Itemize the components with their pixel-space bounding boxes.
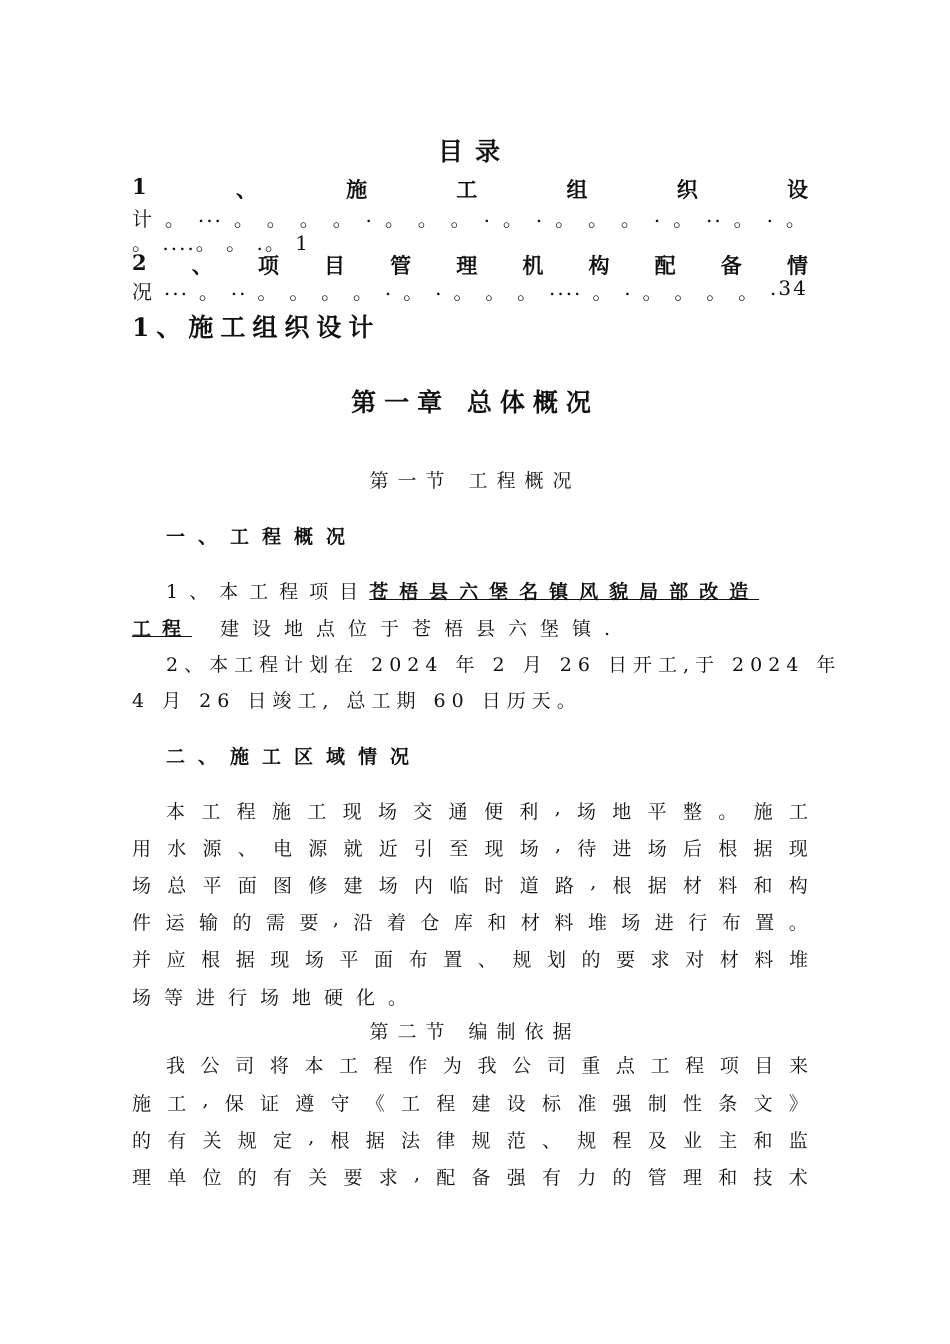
text-glyph: , [414,1163,421,1185]
text-glyph: 根 [612,875,632,897]
text-glyph: 组 [566,177,588,202]
text-glyph: , [554,797,561,819]
text-glyph: 。 [450,207,473,231]
text-glyph: 施 [753,801,773,823]
text-glyph: 关 [308,1167,328,1189]
text-glyph: 堆 [788,949,808,971]
text-glyph: 库 [453,912,473,934]
text-glyph: 和 [753,1130,773,1152]
text-glyph: 有 [542,1167,562,1189]
text-glyph: 2 [132,250,147,275]
text-glyph: 。 [587,207,610,231]
text-glyph: 程 [373,1055,393,1077]
text-glyph: 施 [271,801,291,823]
text-glyph: 置 [755,912,775,934]
text-glyph: 据 [365,1130,385,1152]
text-glyph: 后 [683,838,703,860]
text-glyph: 现 [484,838,504,860]
text-glyph: 配 [436,1167,456,1189]
text-glyph: 1 [132,174,147,199]
text-glyph: 我 [477,1055,497,1077]
text-glyph: 设 [506,1093,526,1115]
text-glyph: 和 [487,912,507,934]
text-glyph: . [535,203,545,227]
text-glyph: 平 [339,949,359,971]
chapter-title: 第一章 总体概况 [351,388,599,417]
text-glyph: 有 [167,1130,187,1152]
text-glyph: 根 [201,949,221,971]
text-glyph: 场 [304,949,324,971]
text-glyph: . [766,203,775,227]
text-glyph: 。 [673,207,696,231]
paragraph-2-line-1: 2、本工程计划在 2024 年 2 月 26 日开工,于 2024 年 [166,654,842,676]
paragraph-3-line-3 [132,871,808,898]
text-glyph: 。 [502,207,525,231]
heading-1: 1、施工组织设计 [132,313,381,342]
text-glyph: 工 [339,1055,359,1077]
toc-item-1-page[interactable]: 。 ....。 。 .。 1 [132,231,310,255]
text-glyph: 工 [167,1093,187,1115]
text-glyph: 范 [506,1130,526,1152]
text-glyph: 将 [269,1055,289,1077]
text-glyph: 守 [330,1093,350,1115]
text-glyph: 主 [718,1130,738,1152]
text-glyph: 。 [198,280,221,304]
text-glyph: 司 [546,1055,566,1077]
text-glyph: 。 [620,207,643,231]
text-glyph: 业 [683,1130,703,1152]
text-glyph: 强 [506,1167,526,1189]
text-glyph: 、 [237,838,257,860]
text-glyph: 管 [647,1167,667,1189]
text-glyph: 设 [786,177,808,202]
text-glyph: 制 [647,1093,667,1115]
text-glyph: 场 [519,838,539,860]
toc-item-2-leader[interactable] [132,276,808,305]
text-glyph: 建 [471,1093,491,1115]
text-glyph: ... [163,276,189,300]
text-glyph: 划 [546,949,566,971]
text-glyph: 。 [257,280,280,304]
text-glyph: 法 [401,1130,421,1152]
text-glyph: 工 [401,1093,421,1115]
text-glyph: 近 [378,838,398,860]
text-glyph: 。 [555,207,578,231]
paragraph-3-line-4 [132,908,808,935]
text-glyph: 现 [788,838,808,860]
text-glyph: , [555,834,562,856]
text-glyph: 材 [683,875,703,897]
subsection-1-title: 一、工程概况 [166,526,359,548]
text-glyph: 。 [164,207,187,231]
text-glyph: . [435,276,444,300]
text-glyph: 配 [654,253,676,278]
text-glyph: 施 [132,1093,152,1115]
text-glyph: 有 [273,1167,293,1189]
text-glyph: 。 [299,207,322,231]
text-glyph: 的 [612,1167,632,1189]
text-glyph: 管 [390,253,412,278]
text-glyph: 对 [685,949,705,971]
text-glyph: 。 [321,280,344,304]
text-glyph: 地 [612,801,632,823]
text-glyph: 程 [612,1130,632,1152]
text-glyph: 条 [718,1093,738,1115]
paragraph-3-line-5 [132,945,808,972]
text-glyph: 据 [235,949,255,971]
subsection-2-title: 二、施工区域情况 [166,746,423,768]
text-glyph: 我 [166,1055,186,1077]
text-glyph: 。 [266,207,289,231]
text-glyph: 备 [720,253,742,278]
text-glyph: 保 [224,1093,244,1115]
text-glyph: 。 [453,280,476,304]
paragraph-4-line-3 [132,1126,808,1153]
text-glyph: 、 [191,253,213,278]
text-glyph: 现 [270,949,290,971]
section-2-title: 第二节 编制依据 [369,1021,581,1043]
text-glyph: 理 [683,1167,703,1189]
text-glyph: 交 [413,801,433,823]
text-glyph: 场 [647,838,667,860]
text-glyph: 工 [201,801,221,823]
paragraph-1-suffix: 建设地点位于苍梧县六堡镇. [220,618,624,640]
text-glyph: 术 [788,1167,808,1189]
paragraph-3-line-6: 场等进行场地硬化。 [132,987,421,1009]
text-glyph: 。 [289,280,312,304]
text-glyph: , [202,1089,209,1111]
paragraph-3-line-2 [132,834,808,861]
text-glyph: 。 [592,280,615,304]
text-glyph: 准 [577,1093,597,1115]
text-glyph: 和 [718,1167,738,1189]
text-glyph: 强 [612,1093,632,1115]
text-glyph: 面 [374,949,394,971]
text-glyph: 。 [788,912,808,934]
text-glyph: 程 [685,1055,705,1077]
text-glyph: 图 [273,875,293,897]
text-glyph: 重 [581,1055,601,1077]
text-glyph: 布 [408,949,428,971]
text-glyph: 临 [449,875,469,897]
text-glyph: 内 [414,875,434,897]
paragraph-2-line-2: 4 月 26 日竣工, 总工期 60 日历天。 [132,690,582,712]
text-glyph: 用 [132,838,152,860]
text-glyph: 证 [260,1093,280,1115]
text-glyph: ... [197,203,223,227]
text-glyph: 。 [384,207,407,231]
text-glyph: 行 [688,912,708,934]
text-glyph: 备 [471,1167,491,1189]
text-glyph: 。 [417,207,440,231]
text-glyph: 场 [378,875,398,897]
text-glyph: 程 [236,801,256,823]
text-glyph: 要 [343,1167,363,1189]
text-glyph: 求 [378,1167,398,1189]
text-glyph: 水 [167,838,187,860]
text-glyph: 监 [788,1130,808,1152]
text-glyph: 材 [520,912,540,934]
text-glyph: 定 [273,1130,293,1152]
text-glyph: 工 [788,801,808,823]
text-glyph: 置 [443,949,463,971]
text-glyph: 目 [754,1055,774,1077]
text-glyph: 至 [449,838,469,860]
text-glyph: 源 [202,838,222,860]
text-glyph: 《 [365,1093,385,1115]
text-glyph: 利 [519,801,539,823]
paragraph-4-line-4 [132,1163,808,1190]
text-glyph: 便 [483,801,503,823]
text-glyph: , [308,1126,315,1148]
text-glyph: 时 [484,875,504,897]
text-glyph: 根 [330,1130,350,1152]
text-glyph: 的 [232,912,252,934]
text-glyph: 。 [733,207,756,231]
paragraph-1-line-2 [132,614,623,641]
text-glyph: 进 [654,912,674,934]
text-glyph: 规 [237,1130,257,1152]
text-glyph: 司 [235,1055,255,1077]
text-glyph: 根 [718,838,738,860]
text-glyph: 场 [621,912,641,934]
text-glyph: 构 [788,875,808,897]
text-glyph: 。 [642,280,665,304]
text-glyph: 布 [721,912,741,934]
text-glyph: 及 [647,1130,667,1152]
text-glyph: 项 [257,253,279,278]
text-glyph: 点 [615,1055,635,1077]
text-glyph: 运 [165,912,185,934]
text-glyph: 机 [522,253,544,278]
text-glyph: 道 [519,875,539,897]
text-glyph: . [483,203,492,227]
text-glyph: 程 [436,1093,456,1115]
text-glyph: 进 [612,838,632,860]
text-glyph: 目 [324,253,345,278]
text-glyph: 。 [706,280,729,304]
text-glyph: 场 [576,801,596,823]
text-glyph: 工 [650,1055,670,1077]
text-glyph: 本 [304,1055,324,1077]
text-glyph: 要 [299,912,319,934]
text-glyph: .34 [770,276,808,300]
text-glyph: 沿 [353,912,373,934]
text-glyph: 并 [132,949,152,971]
text-glyph: 料 [718,875,738,897]
text-glyph: 遵 [295,1093,315,1115]
text-glyph: 构 [588,253,610,278]
text-glyph: .... [548,276,583,300]
text-glyph: 整 [682,801,702,823]
text-glyph: 平 [202,875,222,897]
paragraph-3-line-1 [166,797,808,824]
toc-item-1-heading[interactable] [132,174,808,204]
paragraph-4-line-2 [132,1089,808,1116]
text-glyph: 引 [414,838,434,860]
text-glyph: 公 [512,1055,532,1077]
text-glyph: 工 [307,801,327,823]
text-glyph: . [365,203,374,227]
text-glyph: 规 [512,949,532,971]
text-glyph: 电 [273,838,293,860]
text-glyph: 平 [647,801,667,823]
text-glyph: 计 [132,207,154,231]
text-glyph: 输 [198,912,218,934]
text-glyph: 路 [555,875,575,897]
text-glyph: 材 [719,949,739,971]
text-glyph: 性 [683,1093,703,1115]
text-glyph: . [384,276,394,300]
text-glyph: 。 [517,280,540,304]
paragraph-1-line-1 [166,577,818,604]
text-glyph: 标 [542,1093,562,1115]
text-glyph: 件 [132,912,152,934]
text-glyph: 场 [132,875,152,897]
text-glyph: 律 [436,1130,456,1152]
text-glyph: 单 [167,1167,187,1189]
text-glyph: 现 [342,801,362,823]
text-glyph: , [590,871,597,893]
text-glyph: 。 [233,207,256,231]
text-glyph: 堆 [587,912,607,934]
text-glyph: 源 [308,838,328,860]
text-glyph: 、 [477,949,497,971]
text-glyph: 文 [753,1093,773,1115]
text-glyph: 。 [674,280,697,304]
text-glyph: .. [230,276,248,300]
text-glyph: 、 [542,1130,562,1152]
text-glyph: 项 [719,1055,739,1077]
text-glyph: 。 [738,280,761,304]
text-glyph: 总 [167,875,187,897]
text-glyph: 据 [647,875,667,897]
text-glyph: 应 [166,949,186,971]
text-glyph: 就 [343,838,363,860]
text-glyph: 料 [554,912,574,934]
text-glyph: 、 [235,177,257,202]
text-glyph: 力 [577,1167,597,1189]
text-glyph: 。 [353,280,376,304]
text-glyph: 和 [753,875,773,897]
text-glyph: 规 [471,1130,491,1152]
text-glyph: 织 [676,177,698,202]
text-glyph: 技 [753,1167,773,1189]
text-glyph: 本 [166,801,186,823]
text-glyph: 情 [786,253,808,278]
text-glyph: 作 [408,1055,428,1077]
text-glyph: 料 [754,949,774,971]
text-glyph: 的 [132,1130,152,1152]
text-glyph: 规 [577,1130,597,1152]
project-name-continued: 工程 [132,618,193,640]
text-glyph: 况 [132,280,154,304]
paragraph-4-line-1 [166,1051,808,1078]
text-glyph: 的 [581,949,601,971]
text-glyph: 。 [332,207,355,231]
text-glyph: 施 [346,177,368,202]
text-glyph: 需 [265,912,285,934]
text-glyph: . [624,276,633,300]
text-glyph: 关 [202,1130,222,1152]
text-glyph: 场 [377,801,397,823]
toc-title: 目录 [437,137,512,166]
text-glyph: 待 [577,838,597,860]
text-glyph: 理 [132,1167,152,1189]
text-glyph: 要 [616,949,636,971]
text-glyph: 》 [788,1093,808,1115]
text-glyph: 的 [237,1167,257,1189]
section-1-title: 第一节 工程概况 [369,470,581,492]
text-glyph: . [653,203,663,227]
text-glyph: 。 [485,280,508,304]
project-name: 苍梧县六堡名镇风貌局部改造 [369,581,760,603]
text-glyph: 求 [650,949,670,971]
text-glyph: 面 [237,875,257,897]
text-glyph: 建 [343,875,363,897]
paragraph-1-prefix: 1、本工程项目 [166,581,370,603]
text-glyph: 工 [456,177,478,202]
text-glyph: 公 [200,1055,220,1077]
text-glyph: 着 [386,912,406,934]
text-glyph: , [332,908,339,930]
text-glyph: 来 [788,1055,808,1077]
text-glyph: 为 [442,1055,462,1077]
text-glyph: 据 [753,838,773,860]
text-glyph: 通 [448,801,468,823]
text-glyph: 理 [456,253,478,278]
text-glyph: 仓 [420,912,440,934]
text-glyph: 。 [403,280,426,304]
text-glyph: 修 [308,875,328,897]
text-glyph: 。 [785,207,808,231]
text-glyph: .. [706,203,723,227]
text-glyph: 位 [202,1167,222,1189]
text-glyph: 。 [718,801,738,823]
